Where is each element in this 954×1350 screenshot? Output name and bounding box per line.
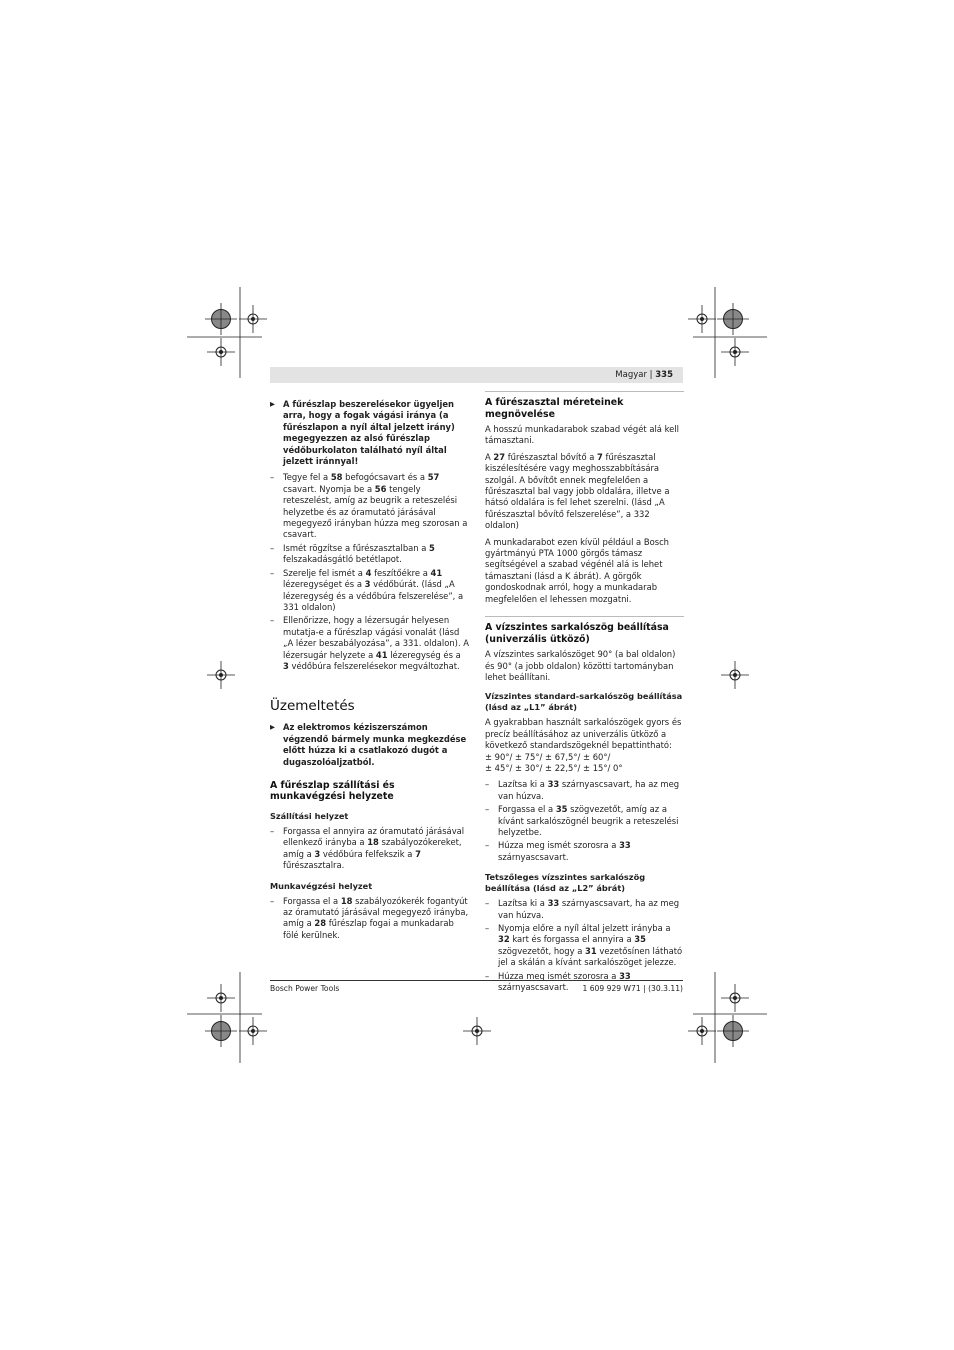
part-number: 3 [283, 660, 289, 671]
list-item: – Forgassa el a 35 szögvezetőt, amíg az a kívánt sarkalószögnél beugrik a reteszelési helyzetbe. [485, 804, 684, 838]
transport-steps [270, 826, 469, 872]
list-item: – Ellenőrizze, hogy a lézersugár helyesen mutatja-e a fűrészlap vágási vonalát (lásd „A lézer beszabályozása”, a 331. oldalon). A lézersugár helyzete a 41 lézeregység és a 3 védőbúra felszerelésekor megváltozhat. [270, 615, 469, 672]
left-column [270, 399, 469, 946]
part-number: 33 [547, 898, 560, 909]
part-number: 35 [634, 934, 646, 945]
part-number: 4 [365, 567, 372, 578]
warning-unplug: ▶ Az elektromos kéziszerszámon végzendő bármely munka megkezdése előtt húzza ki a csatlakozó dugót a dugaszolóaljzatból. [270, 722, 469, 768]
extension-paragraph: A hosszú munkadarabok szabad végét alá kell támasztani. [485, 424, 679, 446]
part-number: 33 [619, 970, 631, 981]
page-header [270, 367, 683, 383]
list-item: – Forgassa el a 18 szabályozókerék fogantyút az óramutató járásával megegyező irányba, amíg a 28 fűrészlap fogai a munkadarab fölé kerülnek. [270, 896, 469, 942]
warning-blade-direction: ▶ A fűrészlap beszerelésekor ügyeljen arra, hogy a fogak vágási iránya (a fűrészlapon a nyíl által jelzett irány) megegyezzen az alsó fűrészlap védőburkolaton található nyíl által jelzett iránnyal! [270, 399, 469, 467]
part-number: 27 [493, 451, 506, 462]
part-number: 33 [619, 840, 631, 851]
part-number: 41 [430, 567, 443, 578]
subsection-title-blade-position: A fűrészlap szállítási és munkavégzési helyzete [270, 779, 395, 803]
footer-brand: Bosch Power Tools [270, 984, 340, 993]
part-number: 18 [367, 837, 379, 848]
header-language: Magyar [615, 370, 647, 380]
part-number: 35 [555, 804, 568, 815]
standard-angles-line: ± 90°/ ± 75°/ ± 67,5°/ ± 60°/ [485, 751, 611, 762]
angle-paragraph: A vízszintes sarkalószöget 90° (a bal oldalon) és 90° (a jobb oldalon) közötti tartományban lehet beállítani. [485, 649, 676, 682]
list-item: – Forgassa el annyira az óramutató járásával ellenkező irányba a 18 szabályozókereket, amíg a 3 védőbúra felfekszik a 7 fűrészasztalra. [270, 826, 469, 872]
part-number: 28 [314, 918, 327, 929]
page-number: 335 [655, 370, 673, 380]
standard-angle-steps [485, 779, 684, 863]
part-number: 56 [374, 483, 387, 494]
list-item: – Húzza meg ismét szorosra a 33 szárnyascsavart. [485, 971, 684, 994]
part-number: 3 [314, 848, 321, 859]
angle-title: A vízszintes sarkalószög beállítása (univerzális ütköző) [485, 616, 684, 645]
part-number: 31 [585, 945, 597, 956]
footer-doc-number: 1 609 929 W71 | (30.3.11) [582, 984, 683, 993]
working-steps [270, 896, 469, 942]
list-item: – Húzza meg ismét szorosra a 33 szárnyascsavart. [485, 840, 684, 863]
working-position-title: Munkavégzési helyzet [270, 880, 373, 891]
part-number: 3 [364, 579, 371, 590]
part-number: 32 [498, 934, 510, 945]
standard-angle-title: Vízszintes standard-sarkalószög beállítása (lásd az „L1” ábrát) [485, 691, 683, 713]
standard-angles-line: ± 45°/ ± 30°/ ± 22,5°/ ± 15°/ 0° [485, 762, 623, 773]
list-item: – Lazítsa ki a 33 szárnyascsavart, ha az meg van húzva. [485, 779, 684, 802]
header-separator: | [649, 370, 653, 380]
right-column [485, 399, 684, 998]
part-number: 7 [597, 451, 603, 462]
part-number: 41 [375, 649, 388, 660]
extension-paragraph: A munkadarabot ezen kívül például a Bosch gyártmányú PTA 1000 görgős támasz segítségével a szabad végénél alá is lehet támasztani (lásd a K ábrát). A görgők gondoskodnak arról, hogy a munkadarab megfelelően el lehessen mozgatni. [485, 536, 669, 604]
list-item: – Tegye fel a 58 befogócsavart és a 57 csavart. Nyomja be a 56 tengely reteszelést, amíg az beugrik a reteszelési helyzetbe és az óramutató járásával megegyező irányban húzza meg szorosan a csavart. [270, 472, 469, 540]
standard-angle-paragraph: A gyakrabban használt sarkalószögek gyors és precíz beállításához az univerzális ütköző a következő standardszögeknél bepattintható: [485, 717, 682, 751]
section-title-operation: Üzemeltetés [270, 698, 355, 715]
any-angle-title: Tetszőleges vízszintes sarkalószög beállítása (lásd az „L2” ábrát) [485, 872, 646, 894]
part-number: 57 [427, 472, 440, 483]
part-number: 33 [547, 779, 560, 790]
part-number: 5 [429, 542, 435, 553]
part-number: 7 [415, 848, 421, 859]
list-item: – Nyomja előre a nyíl által jelzett irányba a 32 kart és forgassa el annyira a 35 szögvezetőt, hogy a 31 vezetősínen látható jel a skálán a kívánt sarkalószöget jelezze. [485, 923, 684, 969]
list-item: – Lazítsa ki a 33 szárnyascsavart, ha az meg van húzva. [485, 898, 684, 921]
transport-position-title: Szállítási helyzet [270, 810, 349, 821]
part-number: 58 [330, 472, 343, 483]
extension-title: A fűrészasztal méreteinek megnövelése [485, 391, 684, 420]
part-number: 18 [340, 895, 353, 906]
blade-mounting-steps [270, 472, 469, 672]
extension-paragraph: A 27 fűrészasztal bővítő a 7 fűrészasztal kiszélesítésére vagy meghosszabbítására szolgál. A bővítőt ennek megfelelően a fűrészasztal bal vagy jobb oldalára, illetve a hátsó oldalára is fel lehet szerelni. (lásd „A fűrészasztal bővítő felszerelése”, a 332 oldalon) [485, 451, 670, 531]
list-item: – Szerelje fel ismét a 4 feszítőékre a 41 lézeregységet és a 3 védőbúrát. (lásd „A lézeregység és a védőbúra felszerelése”, a 331 oldalon) [270, 568, 469, 614]
list-item: – Ismét rögzítse a fűrészasztalban a 5 felszakadásgátló betétlapot. [270, 543, 469, 566]
